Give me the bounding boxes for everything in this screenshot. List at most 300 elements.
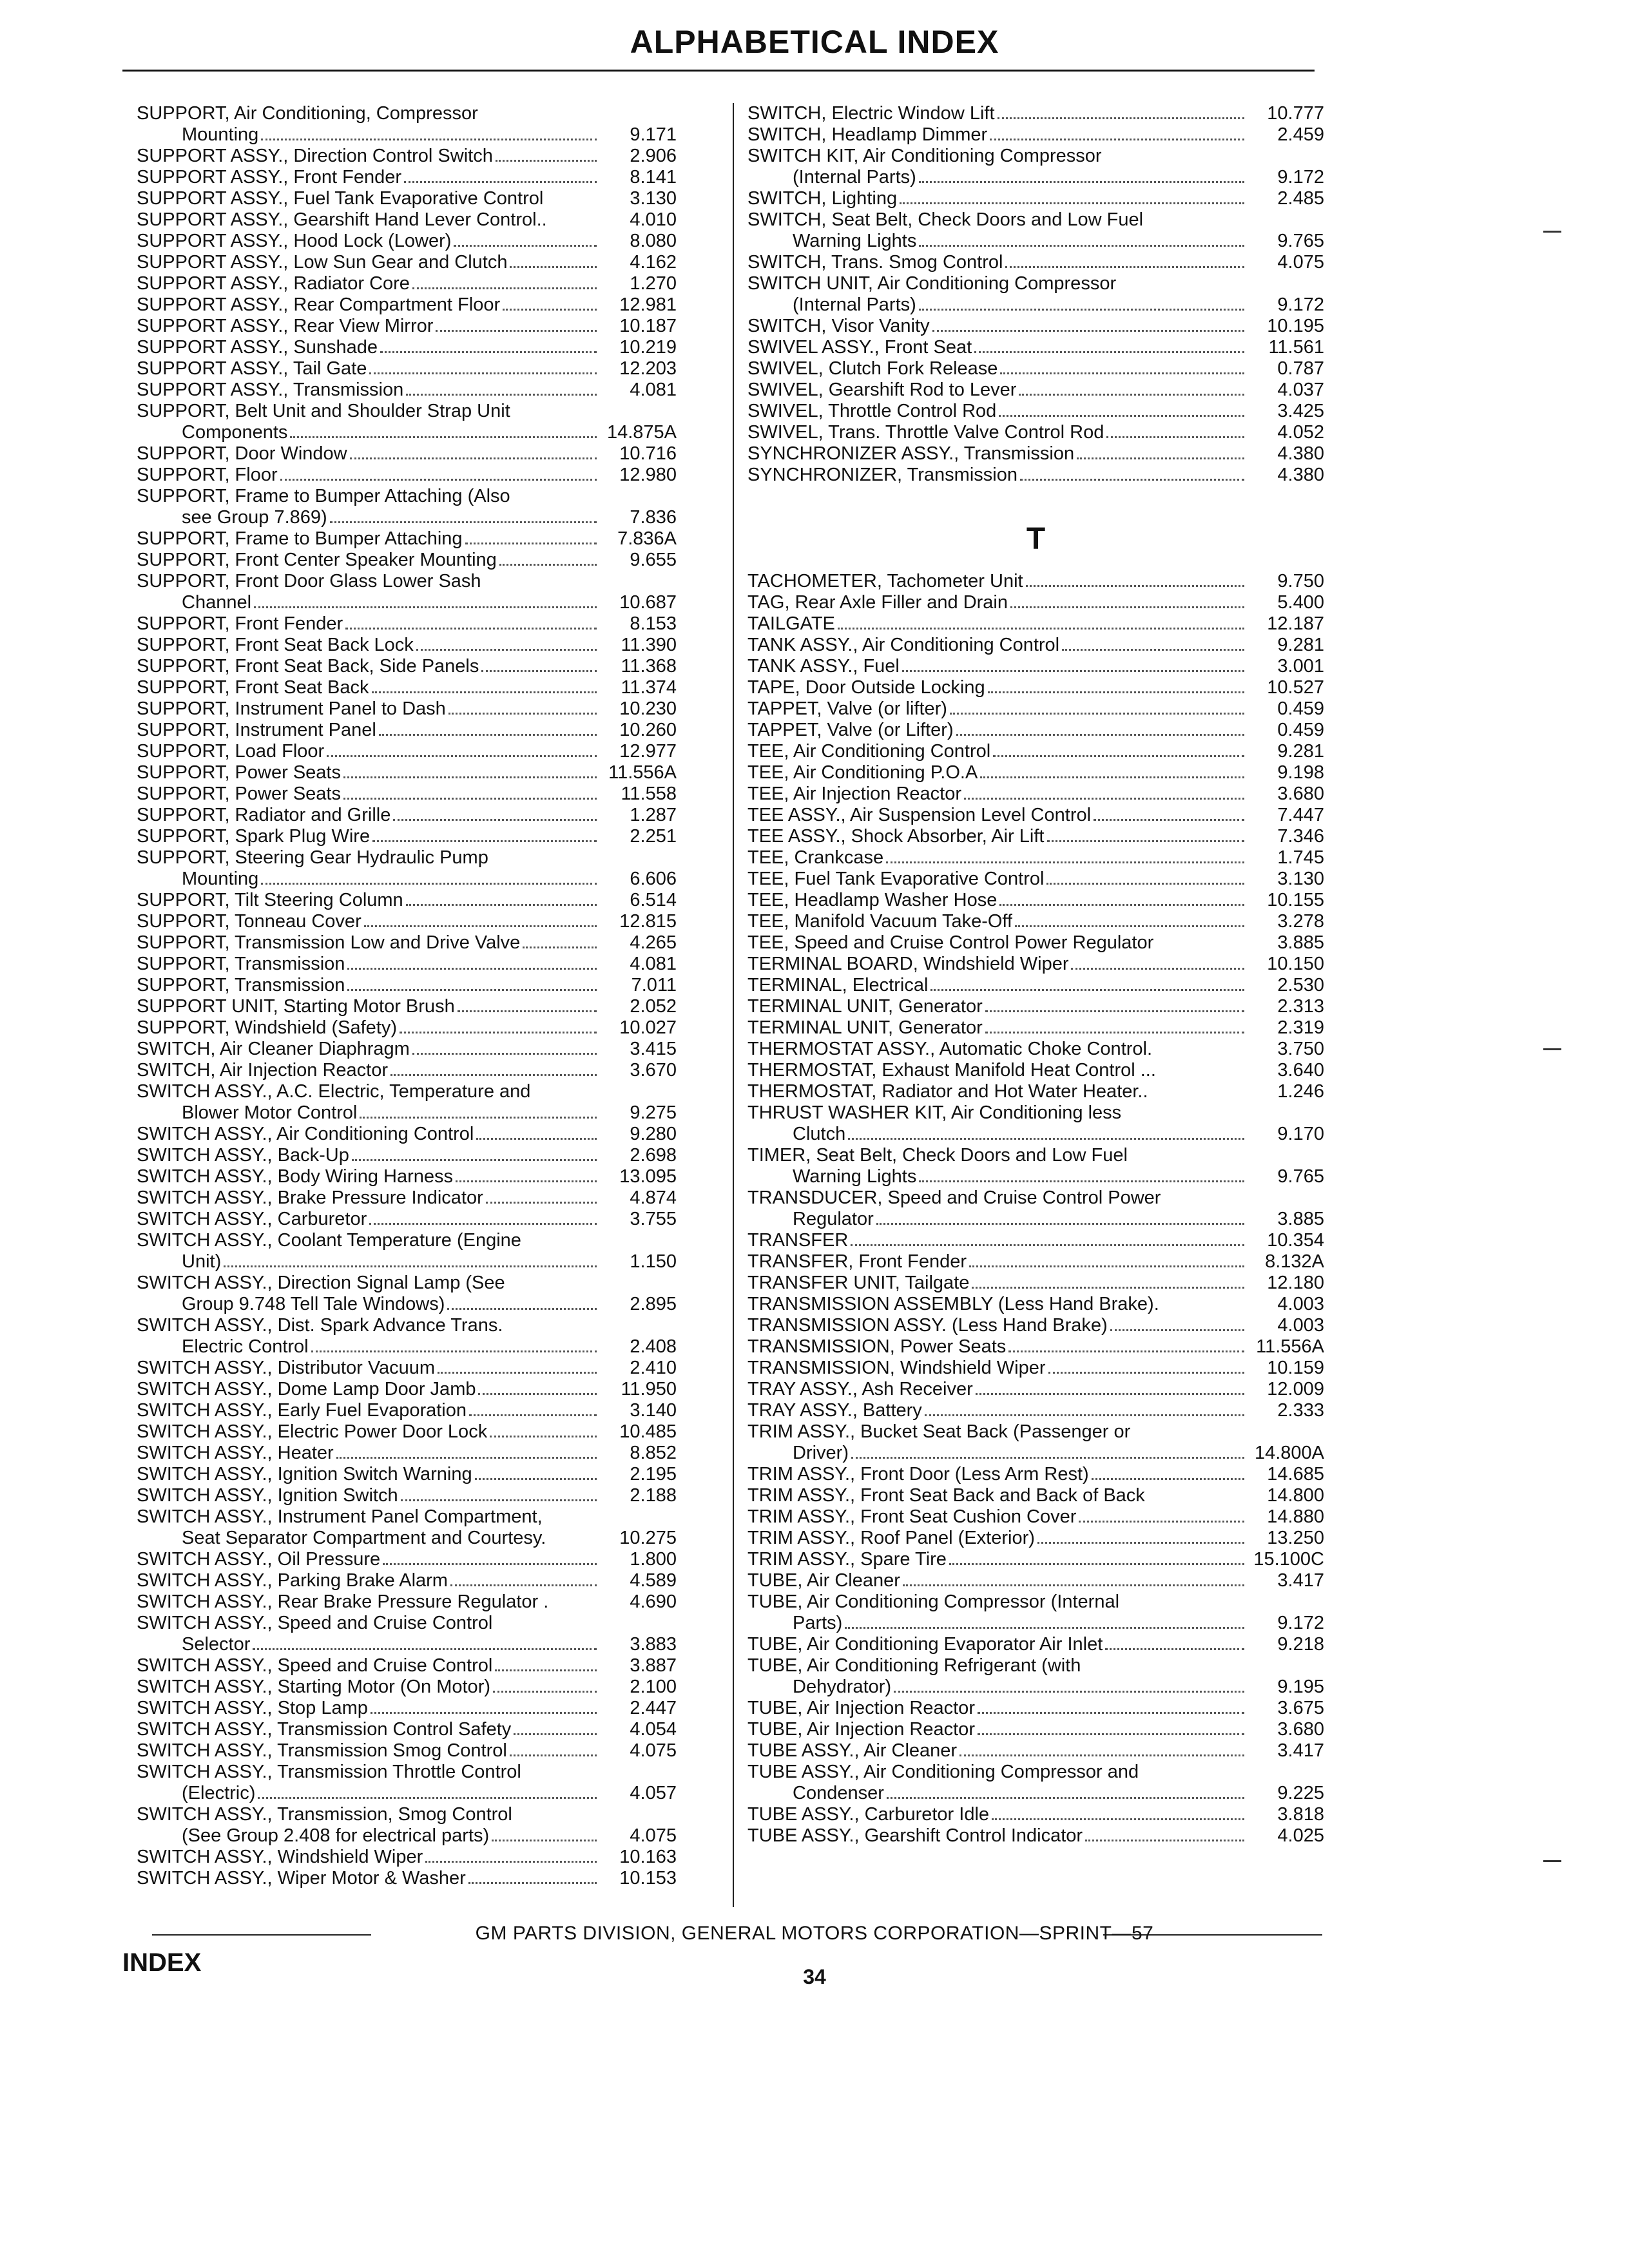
entry-text: TUBE, Air Conditioning Refrigerant (with [747, 1655, 1081, 1676]
dot-leader [919, 245, 1244, 247]
entry-group-number: 2.447 [630, 1698, 677, 1718]
entry-text: SUPPORT, Spark Plug Wire [137, 826, 371, 847]
entry-text: SWITCH ASSY., Dist. Spark Advance Trans. [137, 1315, 503, 1336]
index-entry [747, 1783, 1324, 1804]
dot-leader [851, 1457, 1244, 1459]
dot-leader [1094, 819, 1244, 821]
entry-group-number: 10.153 [619, 1868, 677, 1888]
entry-text: Selector [182, 1634, 251, 1655]
index-entry [747, 1740, 1324, 1762]
index-entry [747, 209, 1324, 231]
entry-group-number: 3.675 [1277, 1698, 1324, 1718]
dot-leader [1037, 1542, 1244, 1544]
index-entry [137, 762, 677, 783]
index-entry [747, 698, 1324, 720]
entry-group-number: 4.690 [630, 1591, 677, 1612]
index-entry [747, 1549, 1324, 1570]
entry-group-number: 10.219 [619, 337, 677, 358]
entry-text: SUPPORT ASSY., Sunshade [137, 337, 378, 358]
entry-text: SWIVEL, Gearshift Rod to Lever [747, 380, 1017, 400]
index-entry [137, 869, 677, 890]
dot-leader [848, 1138, 1244, 1140]
entry-text: SUPPORT, Front Door Glass Lower Sash [137, 571, 481, 591]
dot-leader [1092, 1478, 1244, 1480]
dot-leader [1106, 436, 1244, 438]
entry-group-number: 9.171 [630, 124, 677, 145]
entry-text: SWITCH, Air Injection Reactor [137, 1060, 388, 1081]
index-entry [747, 847, 1324, 869]
index-entry [137, 1336, 677, 1358]
entry-text: SYNCHRONIZER ASSY., Transmission [747, 443, 1075, 464]
index-entry [137, 1698, 677, 1719]
index-entry [137, 1528, 677, 1549]
entry-group-number: 3.883 [630, 1634, 677, 1655]
index-entry [747, 1698, 1324, 1719]
entry-group-number: 4.265 [630, 932, 677, 953]
entry-group-number: 9.750 [1277, 571, 1324, 591]
dot-leader [369, 372, 597, 374]
index-entry [747, 231, 1324, 252]
entry-group-number: 2.313 [1277, 996, 1324, 1017]
dot-leader [851, 1244, 1244, 1246]
entry-text: SWITCH ASSY., Back-Up [137, 1145, 349, 1166]
entry-text: SWIVEL, Throttle Control Rod [747, 401, 997, 421]
dot-leader [253, 1648, 597, 1650]
index-entry [747, 273, 1324, 294]
index-entry [137, 1400, 677, 1421]
index-entry [137, 1762, 677, 1783]
entry-text: TRIM ASSY., Spare Tire [747, 1549, 947, 1570]
entry-group-number: 12.815 [619, 911, 677, 932]
entry-text: SUPPORT, Tilt Steering Column [137, 890, 403, 910]
dot-leader [523, 947, 597, 948]
entry-group-number: 13.095 [619, 1166, 677, 1187]
entry-text: SWITCH ASSY., Direction Signal Lamp (See [137, 1273, 505, 1293]
dot-leader [369, 1223, 597, 1225]
index-entry [137, 103, 677, 124]
entry-group-number: 1.150 [630, 1251, 677, 1272]
entry-text: SWITCH, Air Cleaner Diaphragm [137, 1039, 410, 1059]
entry-group-number: 4.010 [630, 209, 677, 230]
entry-text: TEE, Air Conditioning P.O.A [747, 762, 978, 783]
entry-group-number: 3.670 [630, 1060, 677, 1081]
entry-text: SWIVEL ASSY., Front Seat [747, 337, 972, 358]
entry-text: SWITCH, Lighting [747, 188, 898, 209]
index-entry [747, 783, 1324, 805]
dot-leader [261, 883, 597, 885]
entry-group-number: 11.556A [1256, 1336, 1324, 1357]
entry-group-number: 4.081 [630, 954, 677, 974]
entry-text: THERMOSTAT, Exhaust Manifold Heat Control ... [747, 1060, 1156, 1081]
index-entry [747, 1039, 1324, 1060]
entry-group-number: 2.410 [630, 1358, 677, 1378]
entry-text: SWITCH ASSY., Brake Pressure Indicator [137, 1187, 483, 1208]
entry-text: SWITCH ASSY., Dome Lamp Door Jamb [137, 1379, 476, 1399]
entry-text: SUPPORT, Floor [137, 465, 278, 485]
index-entry [137, 1868, 677, 1889]
entry-group-number: 0.459 [1277, 720, 1324, 740]
entry-text: SUPPORT ASSY., Low Sun Gear and Clutch [137, 252, 508, 273]
entry-group-number: 2.052 [630, 996, 677, 1017]
entry-group-number: 3.640 [1277, 1060, 1324, 1081]
entry-text: TRIM ASSY., Front Door (Less Arm Rest) [747, 1464, 1089, 1485]
entry-text: TRAY ASSY., Ash Receiver [747, 1379, 973, 1399]
entry-text: SUPPORT ASSY., Rear Compartment Floor [137, 294, 501, 315]
index-entry [137, 273, 677, 294]
entry-group-number: 10.187 [619, 316, 677, 336]
entry-text: SWITCH ASSY., Carburetor [137, 1209, 367, 1229]
entry-text: (Internal Parts) [793, 294, 916, 315]
entry-group-number: 4.075 [1277, 252, 1324, 273]
entry-group-number: 12.009 [1267, 1379, 1324, 1399]
entry-group-number: 12.180 [1267, 1273, 1324, 1293]
entry-text: SWITCH ASSY., Electric Power Door Lock [137, 1421, 488, 1442]
margin-mark [1543, 1860, 1561, 1862]
entry-group-number: 14.875A [606, 422, 677, 443]
index-entry [137, 847, 677, 869]
entry-text: SWITCH ASSY., Parking Brake Alarm [137, 1570, 448, 1591]
entry-text: TEE, Crankcase [747, 847, 884, 868]
index-entry [747, 1719, 1324, 1740]
entry-text: TRANSMISSION ASSY. (Less Hand Brake) [747, 1315, 1108, 1336]
index-entry [137, 1443, 677, 1464]
entry-text: (See Group 2.408 for electrical parts) [182, 1825, 490, 1846]
index-entry [747, 1145, 1324, 1166]
entry-group-number: 3.417 [1277, 1570, 1324, 1591]
entry-group-number: 9.170 [1277, 1124, 1324, 1144]
entry-group-number: 4.025 [1277, 1825, 1324, 1846]
dot-leader [932, 330, 1244, 332]
entry-group-number: 9.275 [630, 1102, 677, 1123]
dot-leader [969, 1265, 1244, 1267]
dot-leader [390, 1074, 597, 1076]
entry-text: TAG, Rear Axle Filler and Drain [747, 592, 1008, 613]
index-entry [137, 1570, 677, 1591]
entry-text: SUPPORT, Steering Gear Hydraulic Pump [137, 847, 488, 868]
entry-text: TIMER, Seat Belt, Check Doors and Low Fuel [747, 1145, 1128, 1166]
entry-text: SWITCH ASSY., A.C. Electric, Temperature and [137, 1081, 531, 1102]
entry-group-number: 9.765 [1277, 1166, 1324, 1187]
entry-group-number: 9.172 [1277, 294, 1324, 315]
dot-leader [978, 1733, 1244, 1735]
index-entry [137, 1017, 677, 1039]
entry-text: TERMINAL, Electrical [747, 975, 929, 995]
entry-text: SUPPORT ASSY., Hood Lock (Lower) [137, 231, 452, 251]
dot-leader [902, 670, 1244, 672]
entry-text: TAILGATE [747, 613, 835, 634]
entry-text: SUPPORT, Transmission [137, 975, 345, 995]
entry-text: TUBE, Air Injection Reactor [747, 1719, 975, 1740]
entry-text: SUPPORT, Tonneau Cover [137, 911, 361, 932]
dot-leader [478, 1393, 597, 1395]
page-number: 34 [803, 1965, 826, 1988]
entry-text: SUPPORT ASSY., Gearshift Hand Lever Control.. [137, 209, 547, 230]
index-entry [137, 1294, 677, 1315]
index-entry [747, 1762, 1324, 1783]
index-entry [747, 1443, 1324, 1464]
index-entry [747, 1400, 1324, 1421]
entry-text: SUPPORT, Front Center Speaker Mounting [137, 550, 497, 570]
entry-group-number: 5.400 [1277, 592, 1324, 613]
entry-group-number: 10.230 [619, 698, 677, 719]
index-entry [137, 1145, 677, 1166]
entry-text: SUPPORT ASSY., Direction Control Switch [137, 146, 493, 166]
dot-leader [360, 1117, 597, 1119]
index-entry [137, 1273, 677, 1294]
entry-group-number: 4.075 [630, 1825, 677, 1846]
entry-group-number: 2.195 [630, 1464, 677, 1485]
index-entry [747, 358, 1324, 380]
index-entry [747, 1613, 1324, 1634]
entry-group-number: 3.887 [630, 1655, 677, 1676]
entry-text: TRANSMISSION, Power Seats [747, 1336, 1007, 1357]
index-entry [137, 635, 677, 656]
entry-text: TRANSFER [747, 1230, 849, 1251]
entry-text: SWITCH ASSY., Early Fuel Evaporation [137, 1400, 467, 1421]
index-entry [747, 677, 1324, 698]
dot-leader [985, 1010, 1244, 1012]
entry-text: TRANSFER UNIT, Tailgate [747, 1273, 970, 1293]
index-entry [137, 996, 677, 1017]
index-entry [747, 954, 1324, 975]
index-entry [137, 422, 677, 443]
index-entry [137, 209, 677, 231]
entry-group-number: 9.655 [630, 550, 677, 570]
entry-text: SWITCH KIT, Air Conditioning Compressor [747, 146, 1102, 166]
entry-group-number: 10.155 [1267, 890, 1324, 910]
entry-text: TRANSFER, Front Fender [747, 1251, 967, 1272]
index-entry [137, 741, 677, 762]
entry-text: SWITCH ASSY., Heater [137, 1443, 334, 1463]
entry-group-number: 13.250 [1267, 1528, 1324, 1548]
entry-group-number: 12.977 [619, 741, 677, 762]
entry-group-number: 9.281 [1277, 741, 1324, 762]
index-entry [137, 975, 677, 996]
entry-group-number: 11.558 [621, 783, 677, 804]
entry-text: TRIM ASSY., Roof Panel (Exterior) [747, 1528, 1035, 1548]
entry-text: Clutch [793, 1124, 846, 1144]
entry-text: SWITCH ASSY., Ignition Switch Warning [137, 1464, 472, 1485]
dot-leader [372, 691, 597, 693]
entry-text: TRANSMISSION ASSEMBLY (Less Hand Brake). [747, 1294, 1159, 1314]
index-entry [137, 720, 677, 741]
entry-group-number: 12.203 [619, 358, 677, 379]
entry-group-number: 2.530 [1277, 975, 1324, 995]
index-entry [137, 1209, 677, 1230]
entry-text: SUPPORT, Belt Unit and Shoulder Strap Unit [137, 401, 510, 421]
entry-group-number: 10.687 [619, 592, 677, 613]
entry-group-number: 4.081 [630, 380, 677, 400]
entry-text: TRIM ASSY., Front Seat Cushion Cover [747, 1506, 1077, 1527]
entry-group-number: 3.818 [1277, 1804, 1324, 1825]
entry-group-number: 9.172 [1277, 1613, 1324, 1633]
entry-text: SWITCH ASSY., Transmission Control Safety [137, 1719, 512, 1740]
dot-leader [475, 1478, 597, 1480]
index-entry [747, 1017, 1324, 1039]
dot-leader [930, 989, 1244, 991]
dot-leader [903, 1584, 1244, 1586]
entry-group-number: 10.527 [1267, 677, 1324, 698]
entry-group-number: 9.218 [1277, 1634, 1324, 1655]
index-entry [747, 826, 1324, 847]
entry-group-number: 15.100C [1253, 1549, 1324, 1570]
entry-text: Parts) [793, 1613, 843, 1633]
index-entry [747, 932, 1324, 954]
entry-text: TUBE, Air Conditioning Compressor (Internal [747, 1591, 1120, 1612]
dot-leader [974, 351, 1244, 353]
index-entry [747, 146, 1324, 167]
index-entry [137, 1485, 677, 1506]
entry-group-number: 10.354 [1267, 1230, 1324, 1251]
entry-group-number: 7.346 [1277, 826, 1324, 847]
dot-leader [972, 1287, 1244, 1289]
entry-text: SUPPORT, Radiator and Grille [137, 805, 391, 825]
dot-leader [261, 139, 597, 140]
index-entry [747, 337, 1324, 358]
dot-leader [964, 798, 1244, 800]
entry-text: SWITCH ASSY., Ignition Switch [137, 1485, 398, 1506]
index-entry [137, 1825, 677, 1847]
entry-text: THERMOSTAT ASSY., Automatic Choke Control. [747, 1039, 1153, 1059]
entry-group-number: 8.141 [630, 167, 677, 187]
entry-group-number: 4.874 [630, 1187, 677, 1208]
entry-text: TEE, Manifold Vacuum Take-Off [747, 911, 1013, 932]
index-entry [747, 167, 1324, 188]
dot-leader [412, 287, 597, 289]
dot-leader [456, 1180, 597, 1182]
index-entry [137, 1039, 677, 1060]
dot-leader [1015, 925, 1244, 927]
entry-group-number: 4.162 [630, 252, 677, 273]
dot-leader [327, 755, 597, 757]
entry-text: Electric Control [182, 1336, 309, 1357]
dot-leader [476, 1138, 597, 1140]
page-title: ALPHABETICAL INDEX [630, 24, 999, 60]
section-letter-t: T [1026, 522, 1046, 556]
dot-leader [343, 776, 597, 778]
entry-group-number: 10.163 [619, 1847, 677, 1867]
entry-text: TRANSMISSION, Windshield Wiper [747, 1358, 1046, 1378]
dot-leader [845, 1627, 1244, 1629]
entry-text: SUPPORT, Door Window [137, 443, 347, 464]
margin-mark [1543, 1048, 1561, 1050]
entry-group-number: 3.425 [1277, 401, 1324, 421]
entry-group-number: 1.287 [630, 805, 677, 825]
entry-text: TRANSDUCER, Speed and Cruise Control Power [747, 1187, 1161, 1208]
index-entry [747, 1358, 1324, 1379]
entry-group-number: 3.140 [630, 1400, 677, 1421]
entry-group-number: 4.380 [1277, 465, 1324, 485]
entry-group-number: 8.080 [630, 231, 677, 251]
entry-group-number: 10.777 [1267, 103, 1324, 124]
dot-leader [352, 1159, 597, 1161]
entry-group-number: 0.459 [1277, 698, 1324, 719]
entry-text: SUPPORT ASSY., Tail Gate [137, 358, 367, 379]
dot-leader [1071, 968, 1244, 970]
index-entry [137, 167, 677, 188]
dot-leader [404, 181, 597, 183]
entry-text: TUBE ASSY., Gearshift Control Indicator [747, 1825, 1083, 1846]
entry-group-number: 4.037 [1277, 380, 1324, 400]
index-entry [137, 826, 677, 847]
entry-text: SWITCH ASSY., Transmission Throttle Control [137, 1762, 521, 1782]
dot-leader [978, 1712, 1244, 1714]
index-entry [747, 1655, 1324, 1677]
index-entry [747, 294, 1324, 316]
entry-group-number: 14.880 [1267, 1506, 1324, 1527]
entry-text: TERMINAL UNIT, Generator [747, 996, 983, 1017]
index-entry [137, 550, 677, 571]
dot-leader [1047, 840, 1245, 842]
entry-group-number: 4.003 [1277, 1315, 1324, 1336]
dot-leader [436, 330, 597, 332]
entry-group-number: 12.187 [1267, 613, 1324, 634]
entry-text: SWITCH UNIT, Air Conditioning Compressor [747, 273, 1117, 294]
dot-leader [950, 713, 1244, 715]
dot-leader [490, 1436, 597, 1437]
index-entry [747, 103, 1324, 124]
entry-text: SUPPORT, Windshield (Safety) [137, 1017, 397, 1038]
index-entry [137, 486, 677, 507]
entry-text: Driver) [793, 1443, 849, 1463]
dot-leader [350, 457, 597, 459]
dot-leader [458, 1010, 597, 1012]
index-entry [137, 1060, 677, 1081]
index-entry [137, 1379, 677, 1400]
entry-group-number: 4.003 [1277, 1294, 1324, 1314]
entry-text: SUPPORT, Air Conditioning, Compressor [137, 103, 478, 124]
index-entry [137, 465, 677, 486]
dot-leader [985, 1032, 1244, 1033]
entry-group-number: 2.485 [1277, 188, 1324, 209]
entry-group-number: 9.172 [1277, 167, 1324, 187]
dot-leader [343, 798, 597, 800]
index-entry [137, 1102, 677, 1124]
entry-text: SUPPORT ASSY., Radiator Core [137, 273, 410, 294]
index-entry [137, 1124, 677, 1145]
entry-text: SWITCH, Trans. Smog Control [747, 252, 1003, 273]
entry-group-number: 4.589 [630, 1570, 677, 1591]
index-entry [747, 890, 1324, 911]
entry-text: Dehydrator) [793, 1677, 892, 1697]
dot-leader [448, 713, 597, 715]
dot-leader [1019, 394, 1244, 396]
dot-leader [956, 734, 1244, 736]
dot-leader [949, 1563, 1244, 1565]
entry-group-number: 10.027 [619, 1017, 677, 1038]
entry-text: SUPPORT, Front Seat Back [137, 677, 369, 698]
dot-leader [919, 309, 1244, 311]
entry-text: TUBE ASSY., Air Cleaner [747, 1740, 958, 1761]
index-entry [747, 1187, 1324, 1209]
dot-leader [364, 925, 597, 927]
index-entry [137, 932, 677, 954]
dot-leader [486, 1202, 597, 1204]
entry-group-number: 6.514 [630, 890, 677, 910]
entry-group-number: 8.153 [630, 613, 677, 634]
dot-leader [258, 1797, 597, 1799]
dot-leader [1000, 372, 1244, 374]
dot-leader [876, 1223, 1244, 1225]
dot-leader [406, 904, 597, 906]
index-entry [747, 1591, 1324, 1613]
entry-text: SUPPORT ASSY., Rear View Mirror [137, 316, 434, 336]
dot-leader [980, 776, 1244, 778]
index-entry [747, 252, 1324, 273]
entry-text: SWITCH, Headlamp Dimmer [747, 124, 988, 145]
entry-text: THERMOSTAT, Radiator and Hot Water Heater.. [747, 1081, 1148, 1102]
dot-leader [336, 1457, 597, 1459]
